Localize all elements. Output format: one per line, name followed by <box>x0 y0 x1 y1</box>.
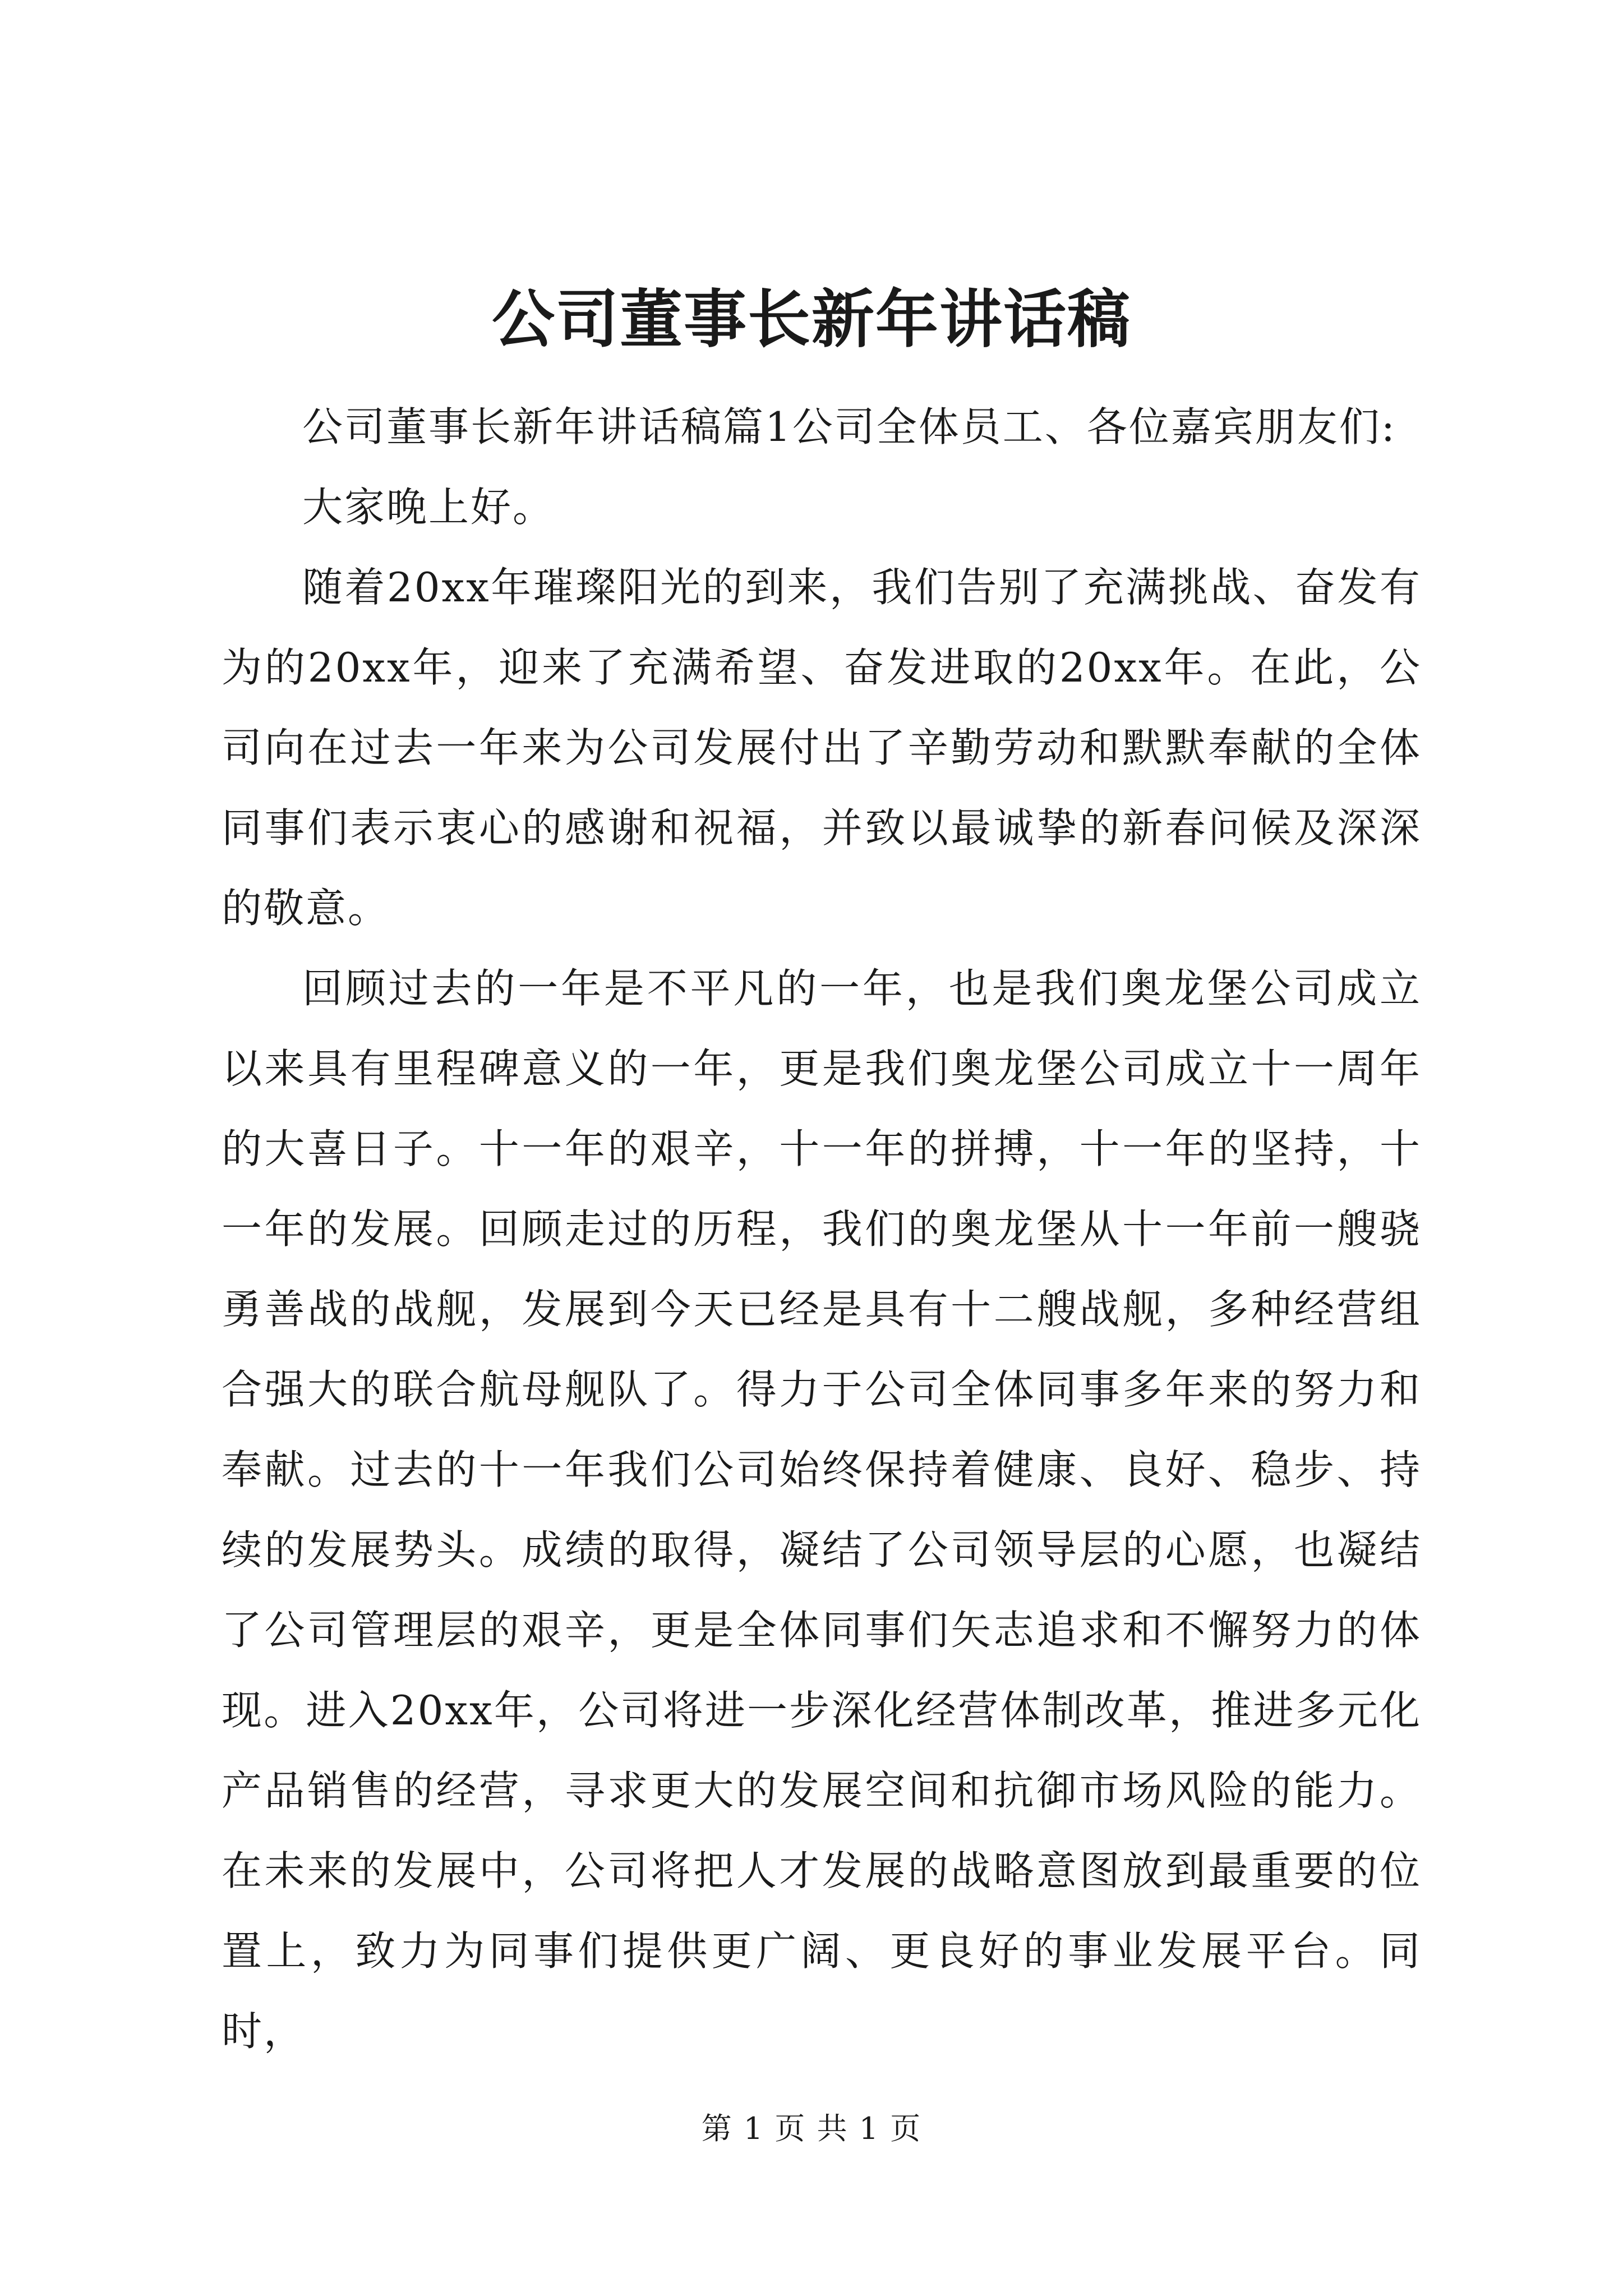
paragraph-review: 回顾过去的一年是不平凡的一年，也是我们奥龙堡公司成立以来具有里程碑意义的一年，更是我们奥龙堡公司成立十一周年的大喜日子。十一年的艰辛，十一年的拼搏，十一年的坚持，十一年的发展。回顾走过的历程，我们的奥龙堡从十一年前一艘骁勇善战的战舰，发展到今天已经是具有十二艘战舰，多种经营组合强大的联合航母舰队了。得力于公司全体同事多年来的努力和奉献。过去的十一年我们公司始终保持着健康、良好、稳步、持续的发展势头。成绩的取得，凝结了公司领导层的心愿，也凝结了公司管理层的艰辛，更是全体同事们矢志追求和不懈努力的体现。进入20xx年，公司将进一步深化经营体制改革，推进多元化产品销售的经营，寻求更大的发展空间和抗御市场风险的能力。在未来的发展中，公司将把人才发展的战略意图放到最重要的位置上，致力为同事们提供更广阔、更良好的事业发展平台。同时， <box>222 965 1422 2055</box>
document-title: 公司董事长新年讲话稿 <box>492 283 1131 356</box>
page-number-footer: 第 1 页 共 1 页 <box>701 2111 922 2146</box>
paragraph-salutation: 大家晚上好。 <box>302 484 555 531</box>
paragraph-new-year: 随着20xx年璀璨阳光的到来，我们告别了充满挑战、奋发有为的20xx年，迎来了充满希望、奋发进取的20xx年。在此，公司向在过去一年来为公司发展付出了辛勤劳动和默默奉献的全体同事们表示衷心的感谢和祝福，并致以最诚挚的新春问候及深深的敬意。 <box>222 564 1422 932</box>
document-body <box>222 387 1422 2072</box>
paragraph-greeting: 公司董事长新年讲话稿篇1公司全体员工、各位嘉宾朋友们: <box>302 403 1397 450</box>
